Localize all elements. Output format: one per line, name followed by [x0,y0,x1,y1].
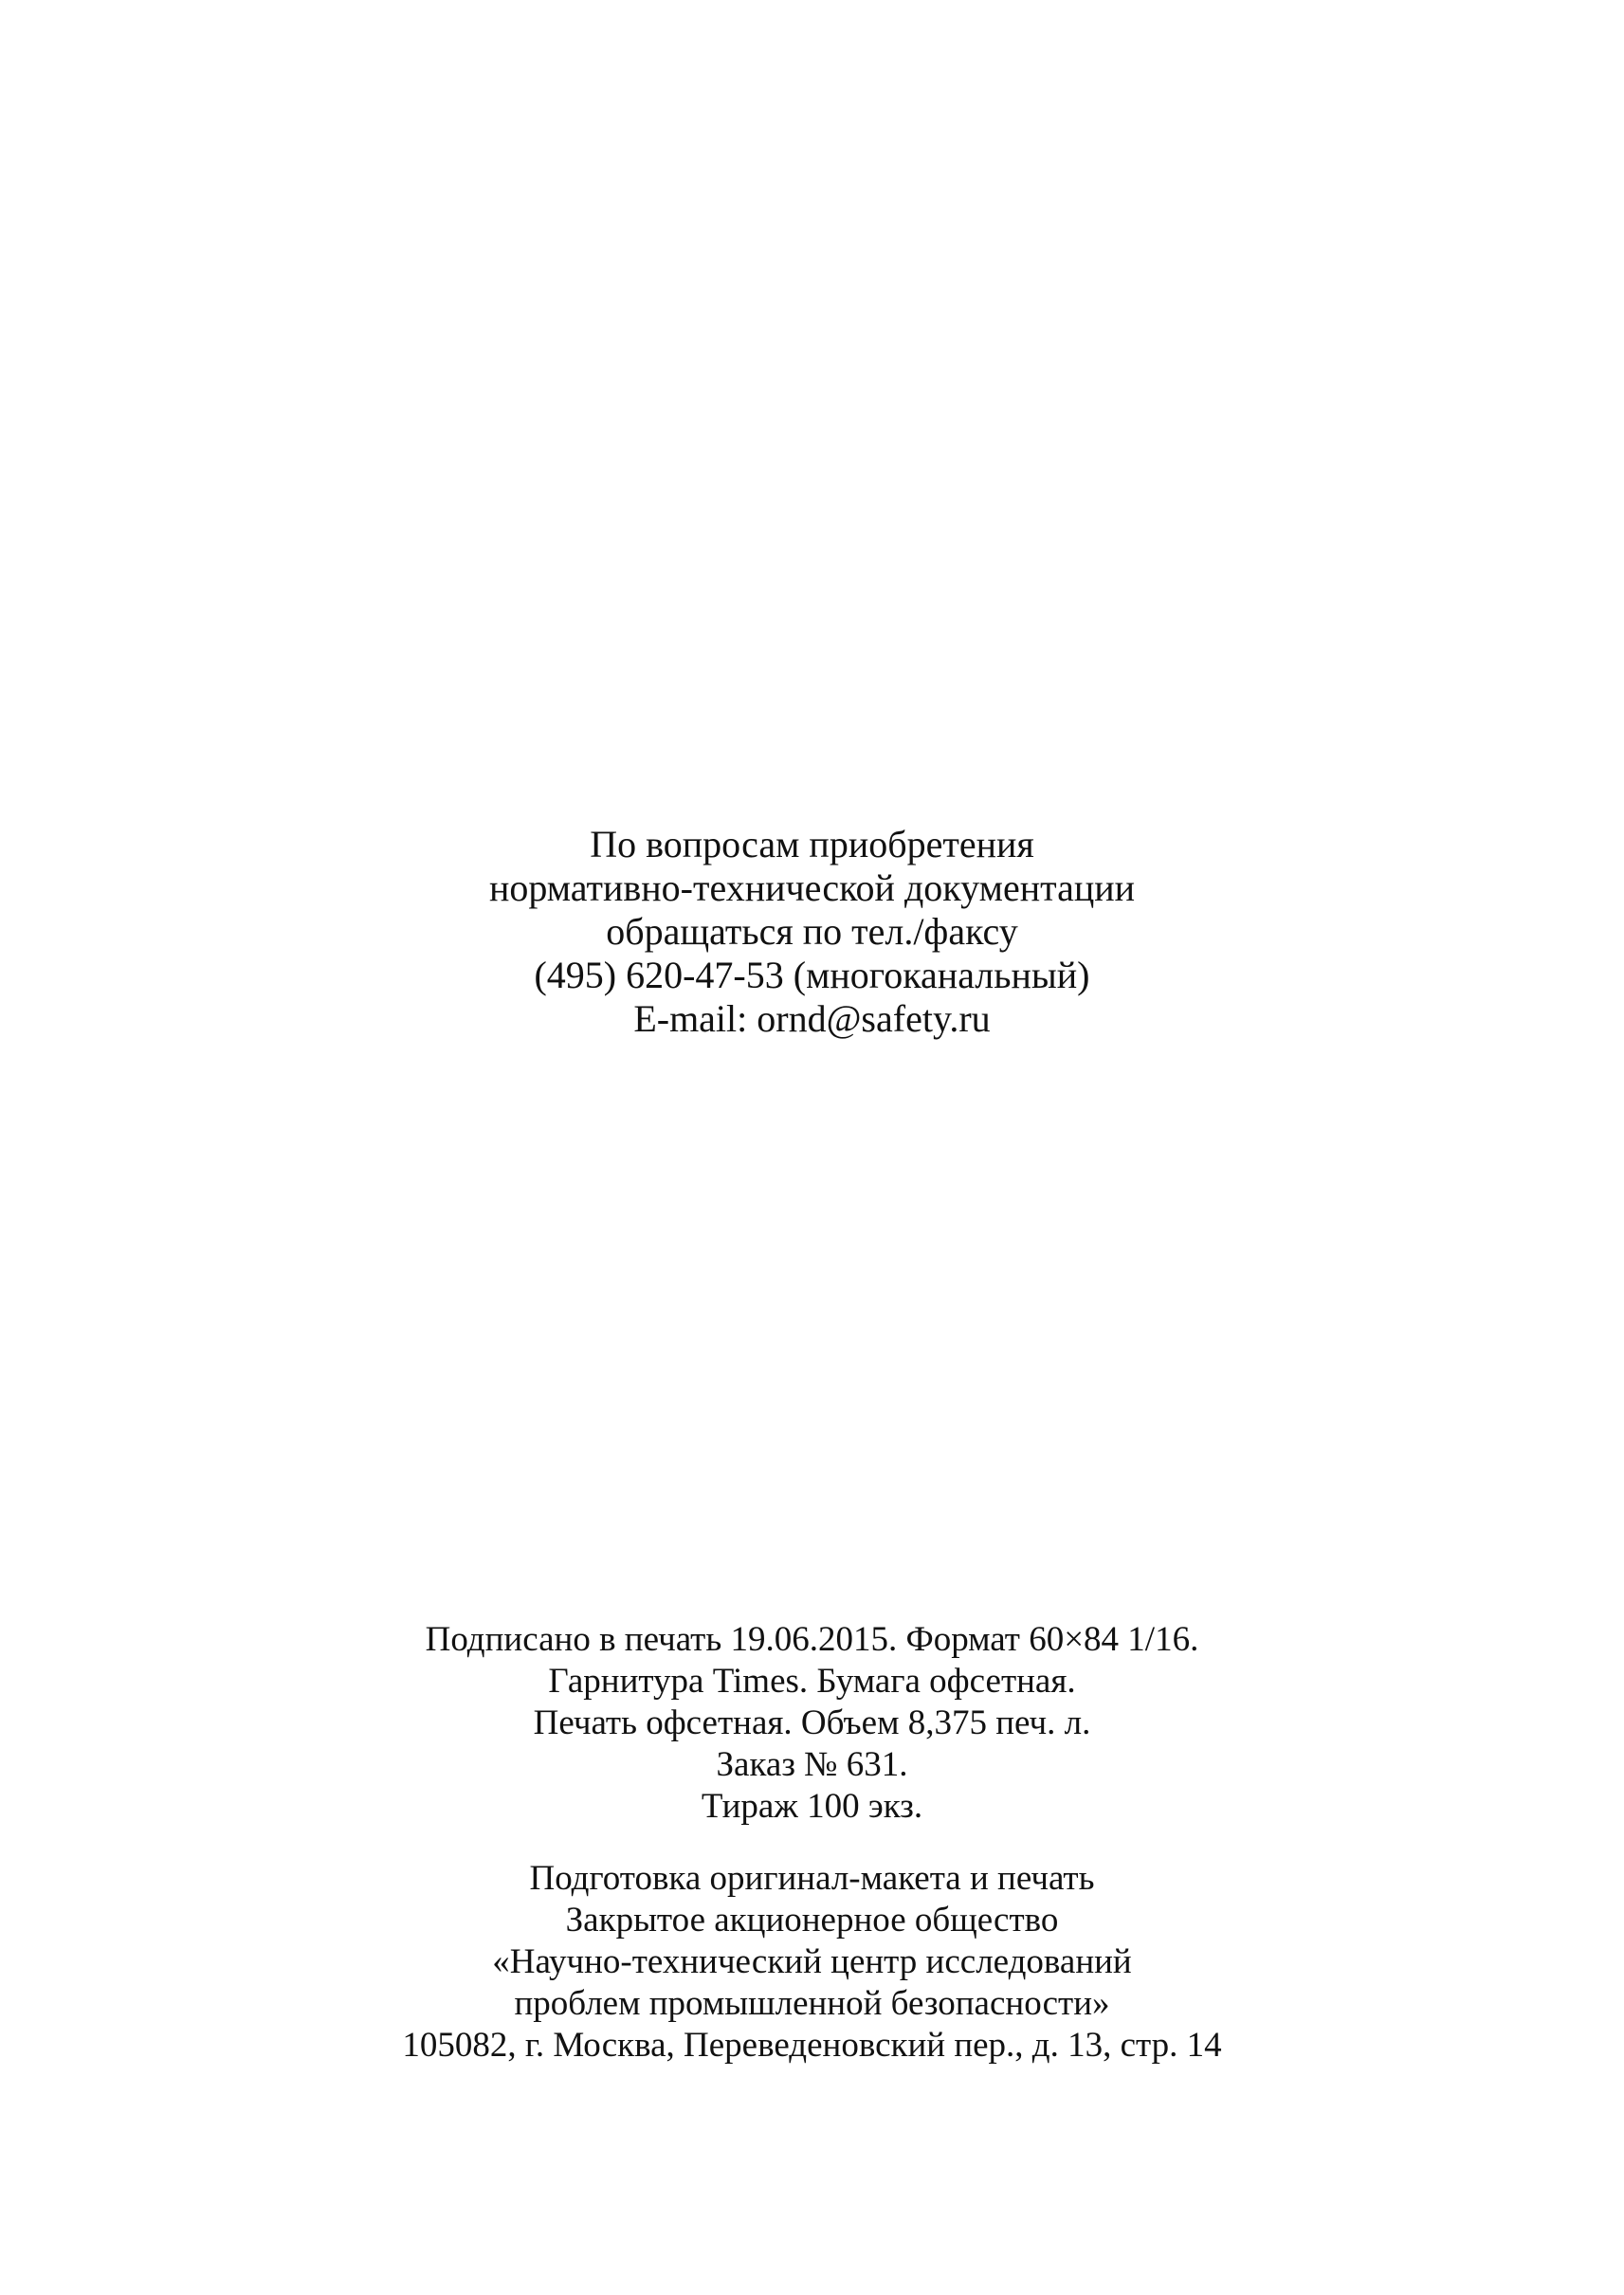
contact-phone-number: (495) 620-47-53 (многоканальный) [534,954,1090,996]
publisher-company-type: Закрытое акционерное общество [565,1901,1059,1940]
contact-email: E-mail: ornd@safety.ru [633,997,991,1040]
publisher-company-name-2: проблем промышленной безопасности» [514,1984,1110,2023]
imprint-print-run: Тираж 100 экз. [701,1787,923,1826]
publisher-address: 105082, г. Москва, Переведеновский пер., д. 13, стр. 14 [402,2026,1222,2065]
imprint-typeface-paper: Гарнитура Times. Бумага офсетная. [548,1662,1076,1701]
contact-line-phone-intro: обращаться по тел./факсу [606,910,1018,953]
contact-line-purchase: По вопросам приобретения [590,823,1034,865]
publisher-block [0,1858,1624,2067]
publisher-preparation: Подготовка оригинал-макета и печать [529,1859,1095,1898]
contact-line-documentation: нормативно-технической документации [488,866,1136,909]
publisher-company-name-1: «Научно-технический центр исследований [492,1942,1132,1981]
imprint-signed-format: Подписано в печать 19.06.2015. Формат 60×84 1/16. [425,1620,1199,1659]
contact-info-block [0,823,1624,1041]
imprint-order-number: Заказ № 631. [716,1745,908,1784]
imprint-print-volume: Печать офсетная. Объем 8,375 печ. л. [533,1703,1091,1742]
print-imprint-block [0,1619,1624,1828]
